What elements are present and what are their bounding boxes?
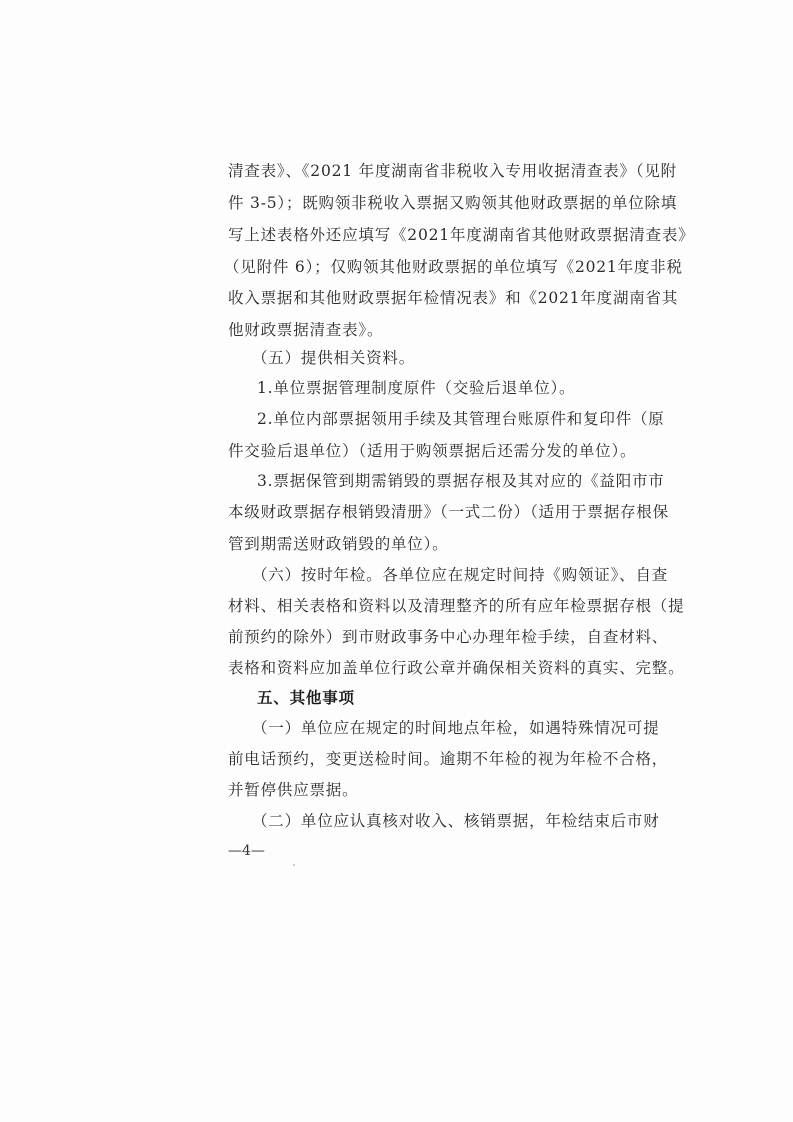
item-2-line-1: （二）单位应认真核对收入、核销票据，年检结束后市财: [252, 812, 660, 830]
list-item-3-line-1: 3.票据保管到期需销毁的票据存根及其对应的《益阳市市: [257, 472, 665, 490]
scan-speck: [293, 864, 295, 866]
section-heading-5: （五）提供相关资料。: [252, 349, 416, 367]
item-1-line-2: 前电话预约，变更送检时间。逾期不年检的视为年检不合格，: [228, 750, 669, 768]
section-6-line-3: 前预约的除外）到市财政事务中心办理年检手续，自查材料、: [228, 628, 669, 646]
page-number: —4—: [228, 843, 265, 859]
item-1-line-1: （一）单位应在规定的时间地点年检，如遇特殊情况可提: [252, 719, 660, 737]
body-line-6: 他财政票据清查表》。: [228, 321, 384, 339]
body-line-1: 清查表》、《2021 年度湖南省非税收入专用收据清查表》（见附: [228, 162, 677, 180]
section-6-line-2: 材料、相关表格和资料以及清理整齐的所有应年检票据存根（提: [228, 597, 685, 615]
section-6-line-4: 表格和资料应加盖单位行政公章并确保相关资料的真实、完整。: [228, 659, 685, 677]
list-item-1: 1.单位票据管理制度原件（交验后退单位）。: [257, 379, 576, 397]
body-line-3: 写上述表格外还应填写《2021年度湖南省其他财政票据清查表》: [228, 226, 695, 244]
body-line-2: 件 3-5）；既购领非税收入票据又购领其他财政票据的单位除填: [228, 194, 678, 212]
list-item-3-line-3: 管到期需送财政销毁的单位）。: [228, 535, 449, 553]
section-6-line-1: （六）按时年检。各单位应在规定时间持《购领证》、自查: [252, 566, 669, 584]
body-line-4: （见附件 6）；仅购领其他财政票据的单位填写《2021年度非税: [224, 258, 683, 276]
list-item-3-line-2: 本级财政票据存根销毁清册》（一式二份）（适用于票据存根保: [228, 503, 669, 521]
chapter-heading-5: 五、其他事项: [257, 689, 355, 707]
list-item-2-line-2: 件交验后退单位）（适用于购领票据后还需分发的单位）。: [228, 442, 637, 460]
item-1-line-3: 并暂停供应票据。: [228, 781, 359, 799]
list-item-2-line-1: 2.单位内部票据领用手续及其管理台账原件和复印件（原: [257, 410, 665, 428]
body-line-5: 收入票据和其他财政票据年检情况表》和《2021年度湖南省其: [228, 289, 679, 307]
